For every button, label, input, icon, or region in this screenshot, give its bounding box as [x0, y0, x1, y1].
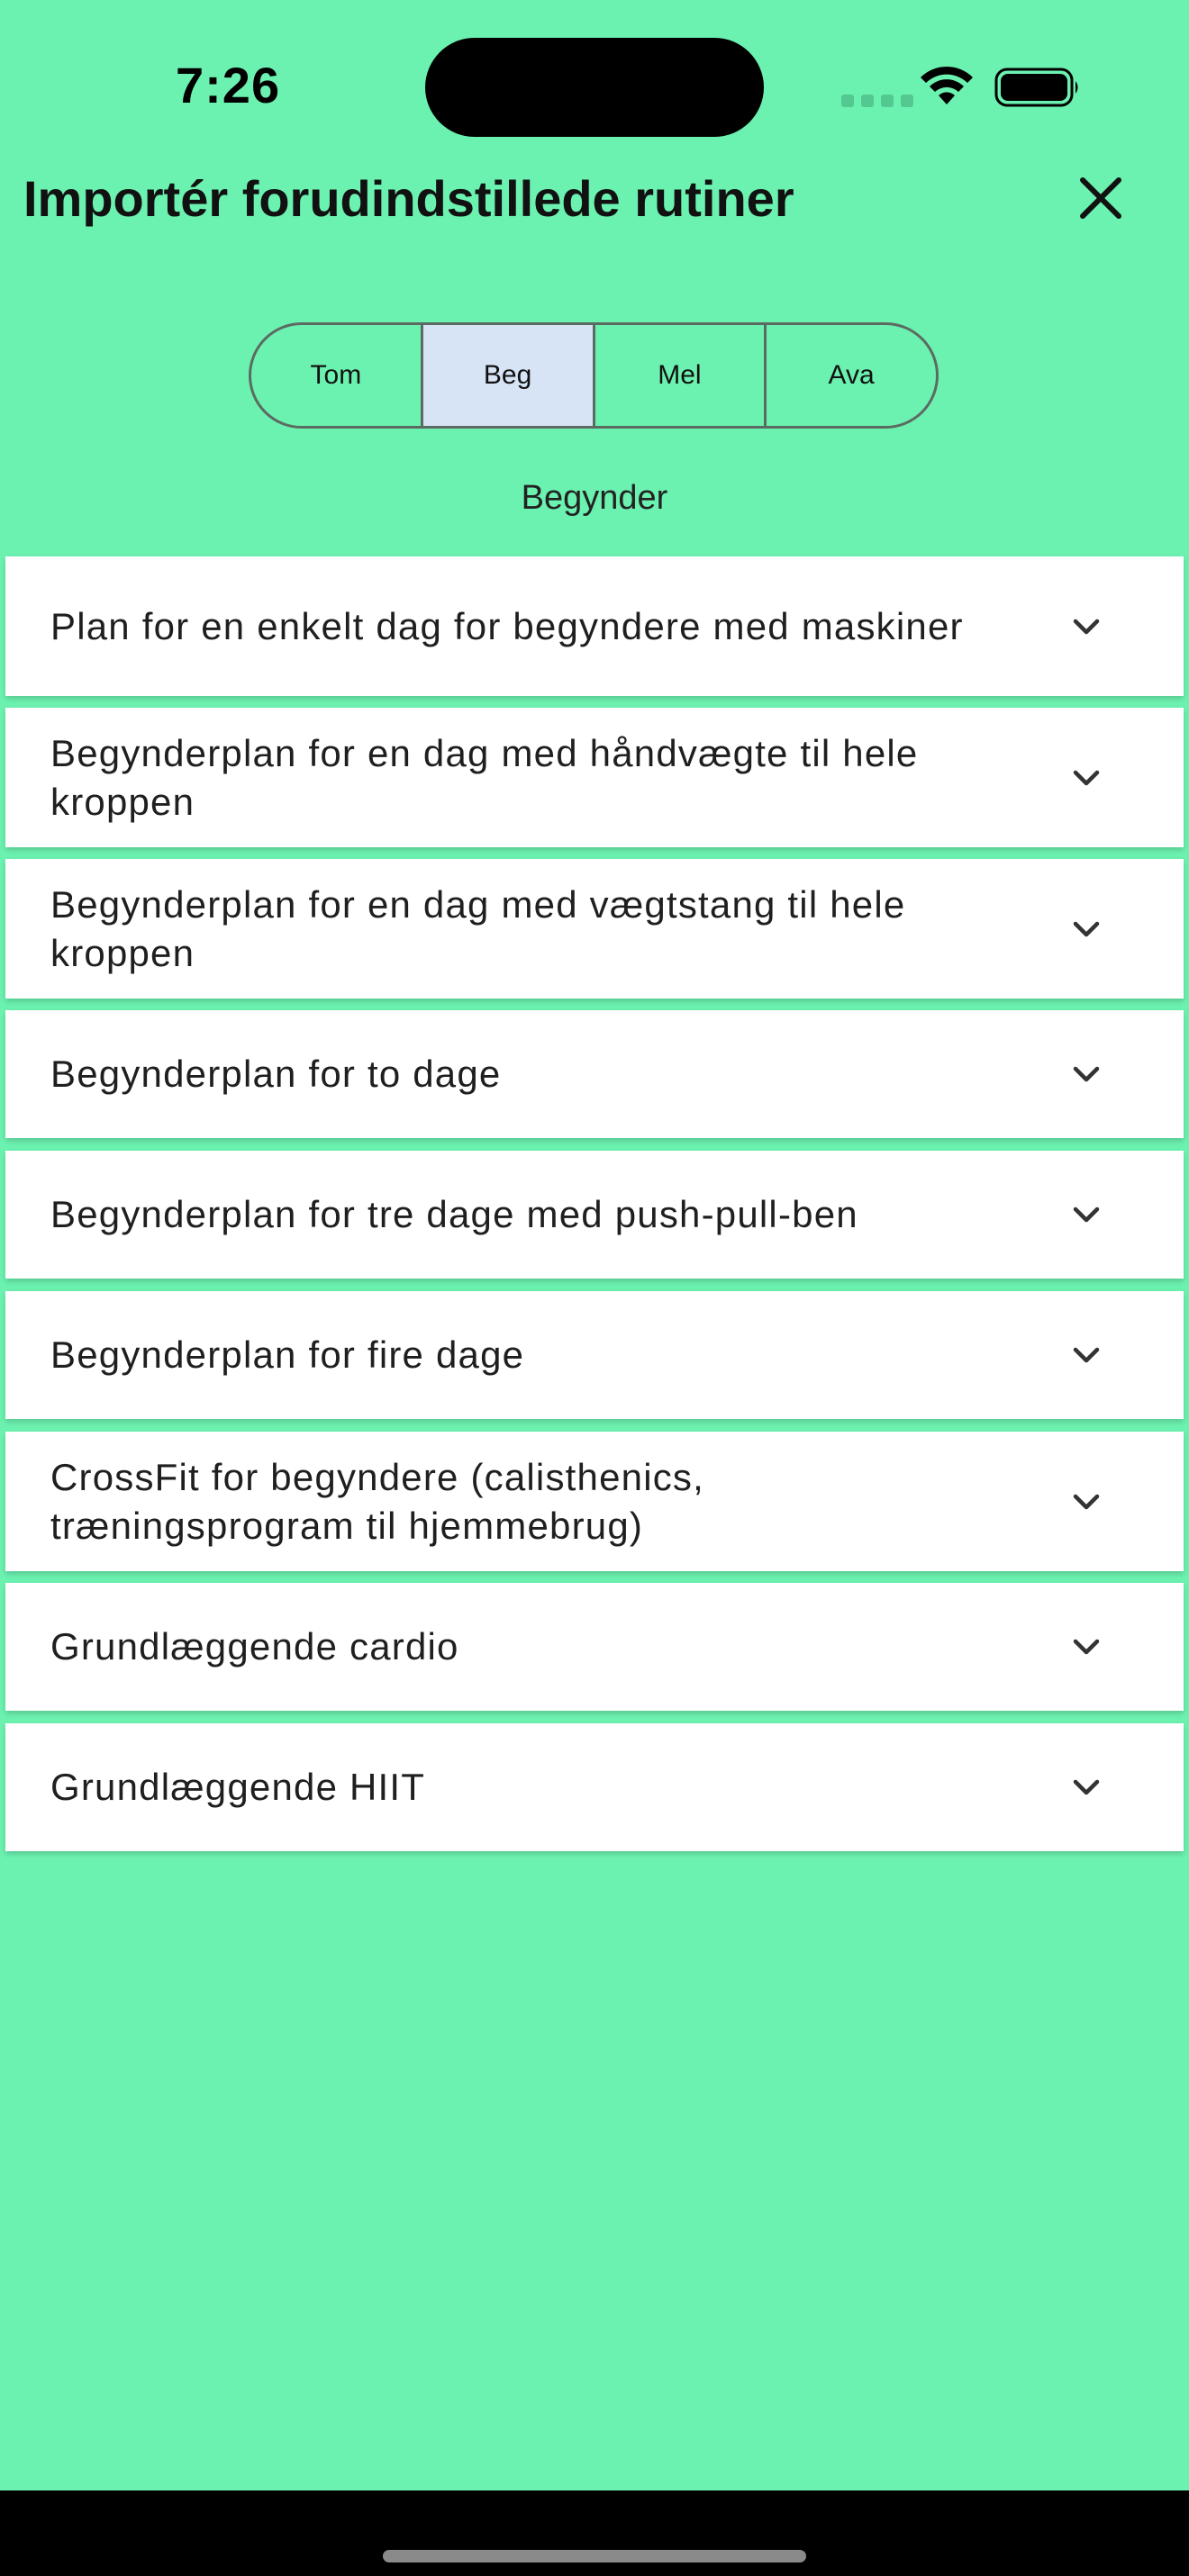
chevron-down-icon[interactable]: [1068, 760, 1104, 796]
routine-card-5[interactable]: [5, 1151, 1184, 1279]
routine-title: Begynderplan for en dag med vægtstang til hele kroppen: [50, 882, 906, 974]
routine-title: Begynderplan for to dage: [50, 1053, 502, 1095]
routine-card-8[interactable]: [5, 1583, 1184, 1711]
routine-card-9[interactable]: [5, 1723, 1184, 1851]
cellular-signal-icon: [841, 95, 913, 107]
chevron-down-icon[interactable]: [1068, 1484, 1104, 1520]
routine-card-7[interactable]: [5, 1432, 1184, 1571]
routine-card-4[interactable]: [5, 1010, 1184, 1138]
chevron-down-icon[interactable]: [1068, 1197, 1104, 1233]
header: [0, 153, 1189, 243]
chevron-down-icon[interactable]: [1068, 1769, 1104, 1805]
segment-mel[interactable]: Mel: [595, 325, 767, 426]
page-title: Importér forudindstillede rutiner: [23, 170, 794, 227]
routine-title: CrossFit for begyndere (calisthenics, træningsprogram til hjemmebrug): [50, 1455, 704, 1547]
chevron-down-icon[interactable]: [1068, 1629, 1104, 1665]
routine-card-3[interactable]: [5, 859, 1184, 999]
routine-title: Plan for en enkelt dag for begyndere med maskiner: [50, 604, 964, 647]
dynamic-island: [425, 38, 764, 137]
routine-title: Begynderplan for tre dage med push-pull-ben: [50, 1193, 858, 1235]
segment-ava[interactable]: Ava: [828, 360, 875, 390]
chevron-down-icon[interactable]: [1068, 911, 1104, 947]
chevron-down-icon[interactable]: [1068, 1056, 1104, 1092]
routine-title: Begynderplan for en dag med håndvægte til hele kroppen: [50, 731, 919, 823]
wifi-icon: [919, 63, 975, 108]
home-indicator[interactable]: [383, 2550, 806, 2562]
routine-card-1[interactable]: [5, 556, 1184, 696]
routine-card-2[interactable]: [5, 708, 1184, 847]
status-time: 7:26: [176, 57, 281, 113]
chevron-down-icon[interactable]: [1068, 609, 1104, 645]
difficulty-segmented-control: [249, 322, 939, 429]
routine-title: Begynderplan for fire dage: [50, 1333, 525, 1376]
battery-icon: [994, 67, 1081, 108]
close-icon[interactable]: [1072, 169, 1130, 227]
section-label: Begynder: [521, 479, 668, 517]
routine-title: Grundlæggende cardio: [50, 1625, 459, 1668]
segment-beg[interactable]: Beg: [423, 325, 595, 426]
routine-card-6[interactable]: [5, 1291, 1184, 1419]
bottom-bar: [0, 2490, 1189, 2576]
chevron-down-icon[interactable]: [1068, 1337, 1104, 1373]
segment-tom[interactable]: Tom: [251, 325, 423, 426]
status-bar: [0, 0, 1189, 171]
routine-title: Grundlæggende HIIT: [50, 1766, 426, 1808]
